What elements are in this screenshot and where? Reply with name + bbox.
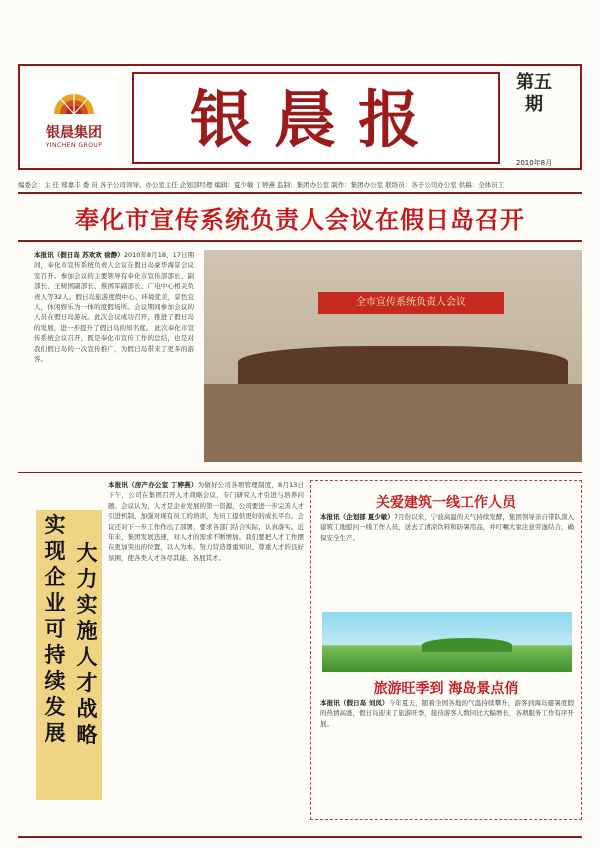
divider <box>18 472 582 473</box>
sidebar-article-2 <box>320 698 574 814</box>
feature-byline: 本报讯（房产办公室 丁婷燕） <box>108 481 198 489</box>
company-logo <box>30 78 118 162</box>
feature-article-body <box>108 480 304 820</box>
feature-paragraph: 为做好公司各项管理制度，8月13日下午，公司在集团召开人才战略会议，专门研究人才引进与培养问题。会议认为，人才是企业发展的第一资源，公司要进一步完善人才引进机制，加强对现有员工的培训，为员工提供更好的成长平台。会议还对下一步工作作出了部署，要求各部门结合实际，认真落实。近年来，集团发展迅速，对人才的需求不断增加。我们要把人才工作摆在更加突出的位置，以人为本，努力营造尊重知识、尊重人才的良好氛围，使各类人才各尽其能、各展其才。 <box>108 481 304 562</box>
sidebar-headline-2: 旅游旺季到 海岛景点俏 <box>373 681 519 697</box>
issue-number: 第五期 <box>516 72 552 115</box>
logo-subtitle: YINCHEN GROUP <box>45 142 103 149</box>
lead-paragraph-2: 此次奉化市宣传系统会议召开，既是奉化市宣传工作的总结，也是对我们假日岛的一次宣传推广，为假日岛带来了更多的游客。 <box>34 323 194 364</box>
photo-floor-shape <box>204 384 582 462</box>
sidebar-paragraph-1: 7月份以来，宁波高温的天气持续发酵，集团领导亲自带队深入建筑工地慰问一线工作人员，送去了清凉饮料和防暑用品，并叮嘱大家注意劳逸结合，确保安全生产。 <box>320 513 574 542</box>
feature-vertical-title-b: 大力实施人才战略 <box>76 541 98 747</box>
sidebar-byline-1: 本报讯（企划部 夏少敏） <box>320 513 394 521</box>
editorial-info-bar: 编委会：主 任 郑嘉丰 委 员 各子公司领导、办公室主任 企划部经理 编辑：夏少敏 丁婷燕 监制：集团办公室 制作：集团办公室 联络员：各子公司办公室 供稿：全体员工 <box>18 181 505 189</box>
bottom-rule <box>18 836 582 838</box>
sunrise-logo-icon <box>52 86 96 116</box>
sidebar-article-1 <box>320 512 574 608</box>
island-shape <box>422 638 512 652</box>
logo-name: 银晨集团 <box>46 125 102 141</box>
issue-date: 2010年8月 <box>515 159 553 167</box>
photo-banner: 全市宣传系统负责人会议 <box>318 292 504 314</box>
island-scenery-image <box>322 612 572 672</box>
divider <box>18 240 582 242</box>
lead-headline: 奉化市宣传系统负责人会议在假日岛召开 <box>75 206 525 234</box>
meeting-photo <box>204 250 582 462</box>
lead-byline: 本报讯（假日岛 苏欢欢 徐静） <box>34 251 124 259</box>
photo-table-shape <box>238 346 568 386</box>
divider <box>18 192 582 194</box>
newspaper-title: 银晨报 <box>189 83 442 156</box>
title-box <box>132 72 500 164</box>
lead-paragraph-1: 2010年8月18、17日期间，奉化市宣传系统负责人会议在假日岛豪华海景会议室召开。参加会议的主要领导有奉化市宣传部部长、副部长、王树国副部长、蔡国军副部长、广电中心相关负责人等32人。假日岛旅游度假中心、环境优美，景色宜人，休闲娱乐为一体的度假场所。会议期间参加会议的人员在假日岛游玩。此次会议成功召开，推进了假日岛的发展，进一步提升了假日岛的知名度。 <box>34 251 194 332</box>
sidebar-byline-2: 本报讯（假日岛 刘凤） <box>320 699 389 707</box>
sidebar-paragraph-2: 今年夏天，随着全国各地的气温持续攀升，游客到海岛避暑度假的热情高涨，假日岛迎来了旅游旺季，接待游客人数同比大幅增长，各项服务工作有序开展。 <box>320 699 574 728</box>
lead-article-body <box>34 250 194 468</box>
feature-vertical-title-a: 实现企业可持续发展 <box>44 513 66 745</box>
sidebar-headline-1: 关爱建筑一线工作人员 <box>376 495 516 511</box>
